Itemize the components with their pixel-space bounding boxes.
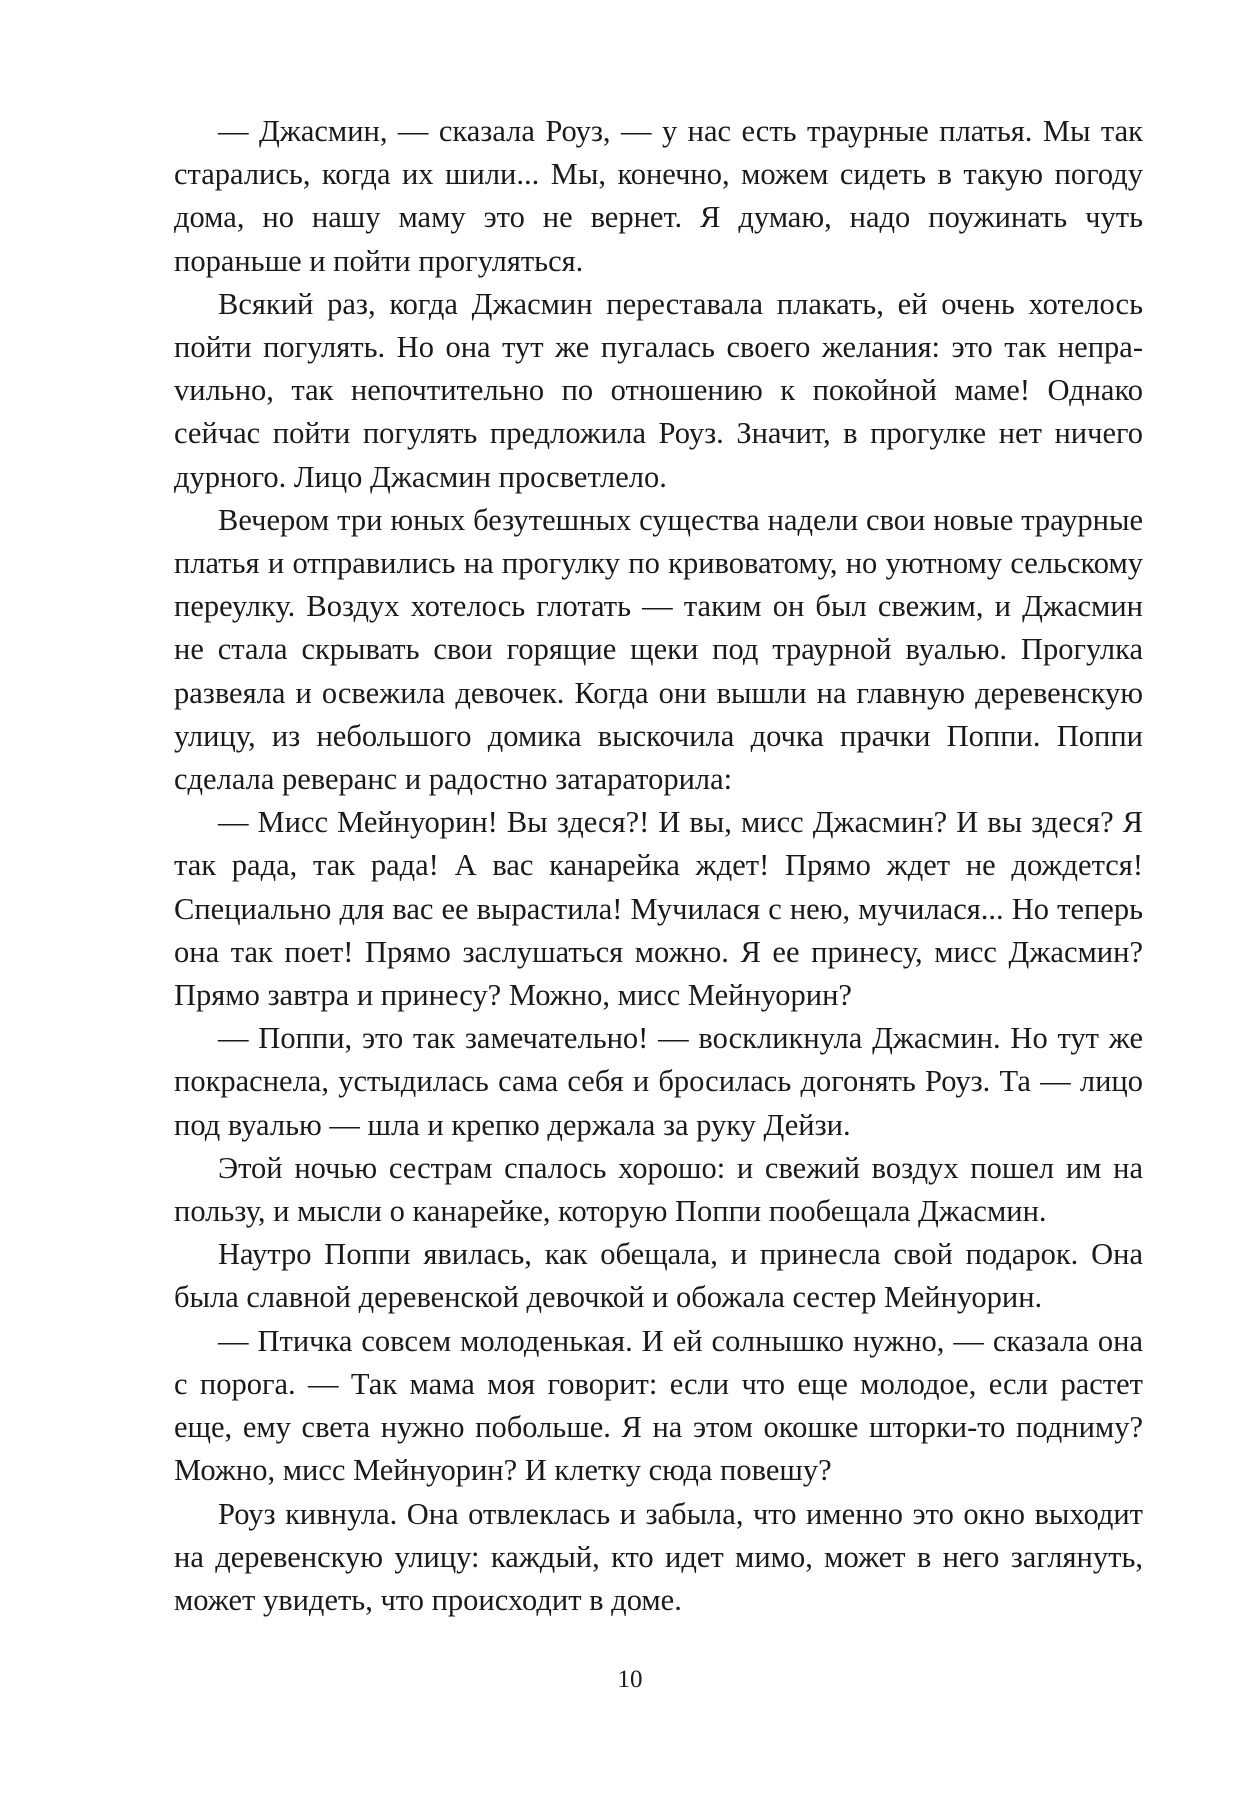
paragraph: — Мисс Мейнуорин! Вы здеся?! И вы, мисс Джасмин? И вы здеся? Я так рада, так рада! А вас канарейка ждет! Прямо ждет не дождется! Специально для вас ее вырастила! Мучилася с нею, мучилася... Но теперь она так поет! Прямо заслушаться можно. Я ее принесу, мисс Джасмин? Прямо завтра и принесу? Можно, мисс Мейнуорин? bbox=[174, 805, 1143, 1013]
paragraph: Этой ночью сестрам спалось хорошо: и свежий воздух пошел им на пользу, и мысли о канарейке, которую Поппи пообещала Джасмин. bbox=[174, 1150, 1143, 1229]
paragraph: Всякий раз, когда Джасмин переставала плакать, ей очень хотелось пойти погулять. Но она тут же пугалась своего желания: это так непраvильно, так непочтительно по отношению к покойной маме! Однако сейчас пойти погулять предложила Роуз. Значит, в прогулке нет ничего дурного. Лицо Джасмин просветлело. bbox=[174, 286, 1143, 494]
page-text bbox=[174, 110, 1143, 1622]
page-number: 10 bbox=[617, 1666, 643, 1693]
paragraph: Вечером три юных безутешных существа надели свои новые траурные платья и отправились на прогулку по кривоватому, но уютному сельскому переулку. Воздух хотелось глотать — таким он был свежим, и Джасмин не стала скрывать свои горящие щеки под траурной вуалью. Прогулка развеяла и освежила девочек. Когда они вышли на главную деревенскую улицу, из небольшого домика выскочила дочка прачки Поппи. Поппи сделала реверанс и радостно затараторила: bbox=[174, 502, 1143, 797]
paragraph: — Птичка совсем молоденькая. И ей солнышко нужно, — сказала она с порога. — Так мама моя говорит: если что еще молодое, если растет еще, ему света нужно побольше. Я на этом окошке шторки-то подниму? Можно, мисс Мейнуорин? И клетку сюда повешу? bbox=[174, 1323, 1143, 1488]
paragraph: — Джасмин, — сказала Роуз, — у нас есть траурные платья. Мы так старались, когда их шили... Мы, конечно, можем сидеть в такую погоду дома, но нашу маму это не вернет. Я думаю, надо поужинать чуть пораньше и пойти прогуляться. bbox=[174, 114, 1143, 278]
paragraph: Наутро Поппи явилась, как обещала, и принесла свой подарок. Она была славной деревенской девочкой и обожала сестер Мейнуорин. bbox=[174, 1237, 1143, 1315]
paragraph: Роуз кивнула. Она отвлеклась и забыла, что именно это окно выходит на деревенскую улицу: каждый, кто идет мимо, может в него заглянуть, может увидеть, что происходит в доме. bbox=[174, 1496, 1143, 1617]
paragraph: — Поппи, это так замечательно! — воскликнула Джасмин. Но тут же покраснела, устыдилась сама себя и бросилась догонять Роуз. Та — лицо под вуалью — шла и крепко держала за руку Дейзи. bbox=[174, 1021, 1143, 1142]
